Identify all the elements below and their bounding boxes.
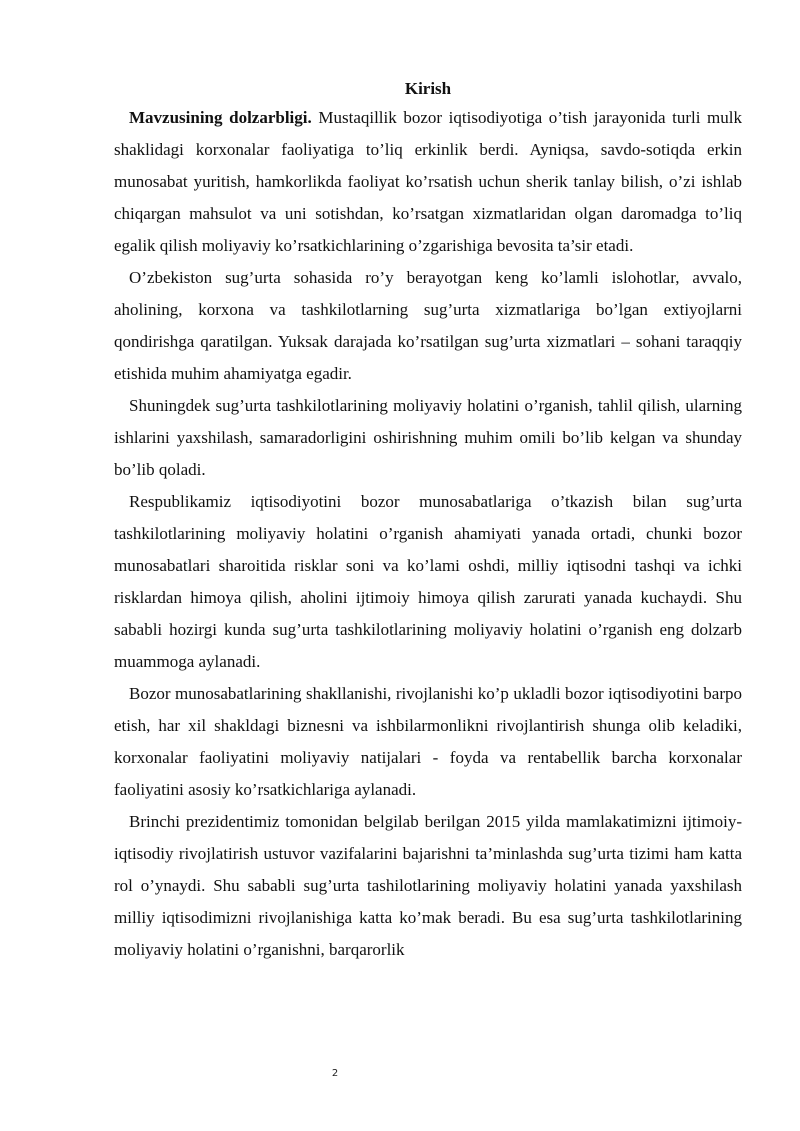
- document-body: [114, 76, 742, 966]
- paragraph-text: Mustaqillik bozor iqtisodiyotiga o’tish jarayonida turli mulk shaklidagi korxonalar faoliyatiga to’liq erkinlik berdi. Ayniqsa, savdo-sotiqda erkin munosabat yuritish, hamkorlikda faoliyat ko’rsatish uchun sherik tanlay bilish, o’zi ishlab chiqargan mahsulot va uni sotishdan, ko’rsatgan xizmatlaridan olgan daromadga to’liq egalik qilish moliyaviy ko’rsatkichlarining o’zgarishiga bevosita ta’sir etadi.: [114, 108, 742, 255]
- paragraph-3: Shuningdek sug’urta tashkilotlarining moliyaviy holatini o’rganish, tahlil qilish, ularning ishlarini yaxshilash, samaradorligini oshirishning muhim omili bo’lib kelgan va shunday bo’lib qoladi.: [114, 396, 742, 479]
- paragraph-5: Bozor munosabatlarining shakllanishi, rivojlanishi ko’p ukladli bozor iqtisodiyotini barpo etish, har xil shakldagi biznesni va ishbilarmonlikni rivojlantirish shunga olib keladiki, korxonalar faoliyatini moliyaviy natijalari - foyda va rentabellik barcha korxonalar faoliyatini asosiy ko’rsatkichlariga aylanadi.: [114, 684, 742, 799]
- paragraph-6: Brinchi prezidentimiz tomonidan belgilab berilgan 2015 yilda mamlakatimizni ijtimoiy-iqtisodiy rivojlatirish ustuvor vazifalarini bajarishni ta’minlashda sug’urta tizimi ham katta rol o’ynaydi. Shu sababli sug’urta tashilotlarining moliyaviy holatini yanada yaxshilash milliy iqtisodimizni rivojlanishiga katta ko’mak beradi. Bu esa sug’urta tashkilotlarining moliyaviy holatini o’rganishni, barqarorlik: [114, 812, 742, 959]
- section-title: Kirish: [404, 79, 452, 98]
- paragraph-1: [114, 102, 742, 262]
- paragraph-2: O’zbekiston sug’urta sohasida ro’y berayotgan keng ko’lamli islohotlar, avvalo, aholining, korxona va tashkilotlarning sug’urta xizmatlariga bo’lgan extiyojlarni qondirishga qaratilgan. Yuksak darajada ko’rsatilgan sug’urta xizmatlari – sohani taraqqiy etishida muhim ahamiyatga egadir.: [114, 268, 742, 383]
- paragraph-4: Respublikamiz iqtisodiyotini bozor munosabatlariga o’tkazish bilan sug’urta tashkilotlarining moliyaviy holatini o’rganish ahamiyati yanada ortadi, chunki bozor munosabatlari sharoitida risklar soni va ko’lami oshdi, milliy iqtisodni tashqi va ichki risklardan himoya qilish, aholini ijtimoiy himoya qilish zarurati yanada kuchaydi. Shu sababli hozirgi kunda sug’urta tashkilotlarining moliyaviy holatini o’rganish eng dolzarb muammoga aylanadi.: [114, 492, 742, 671]
- page-number: 2: [331, 1068, 339, 1079]
- paragraph-lead: Mavzusining dolzarbligi.: [129, 108, 312, 127]
